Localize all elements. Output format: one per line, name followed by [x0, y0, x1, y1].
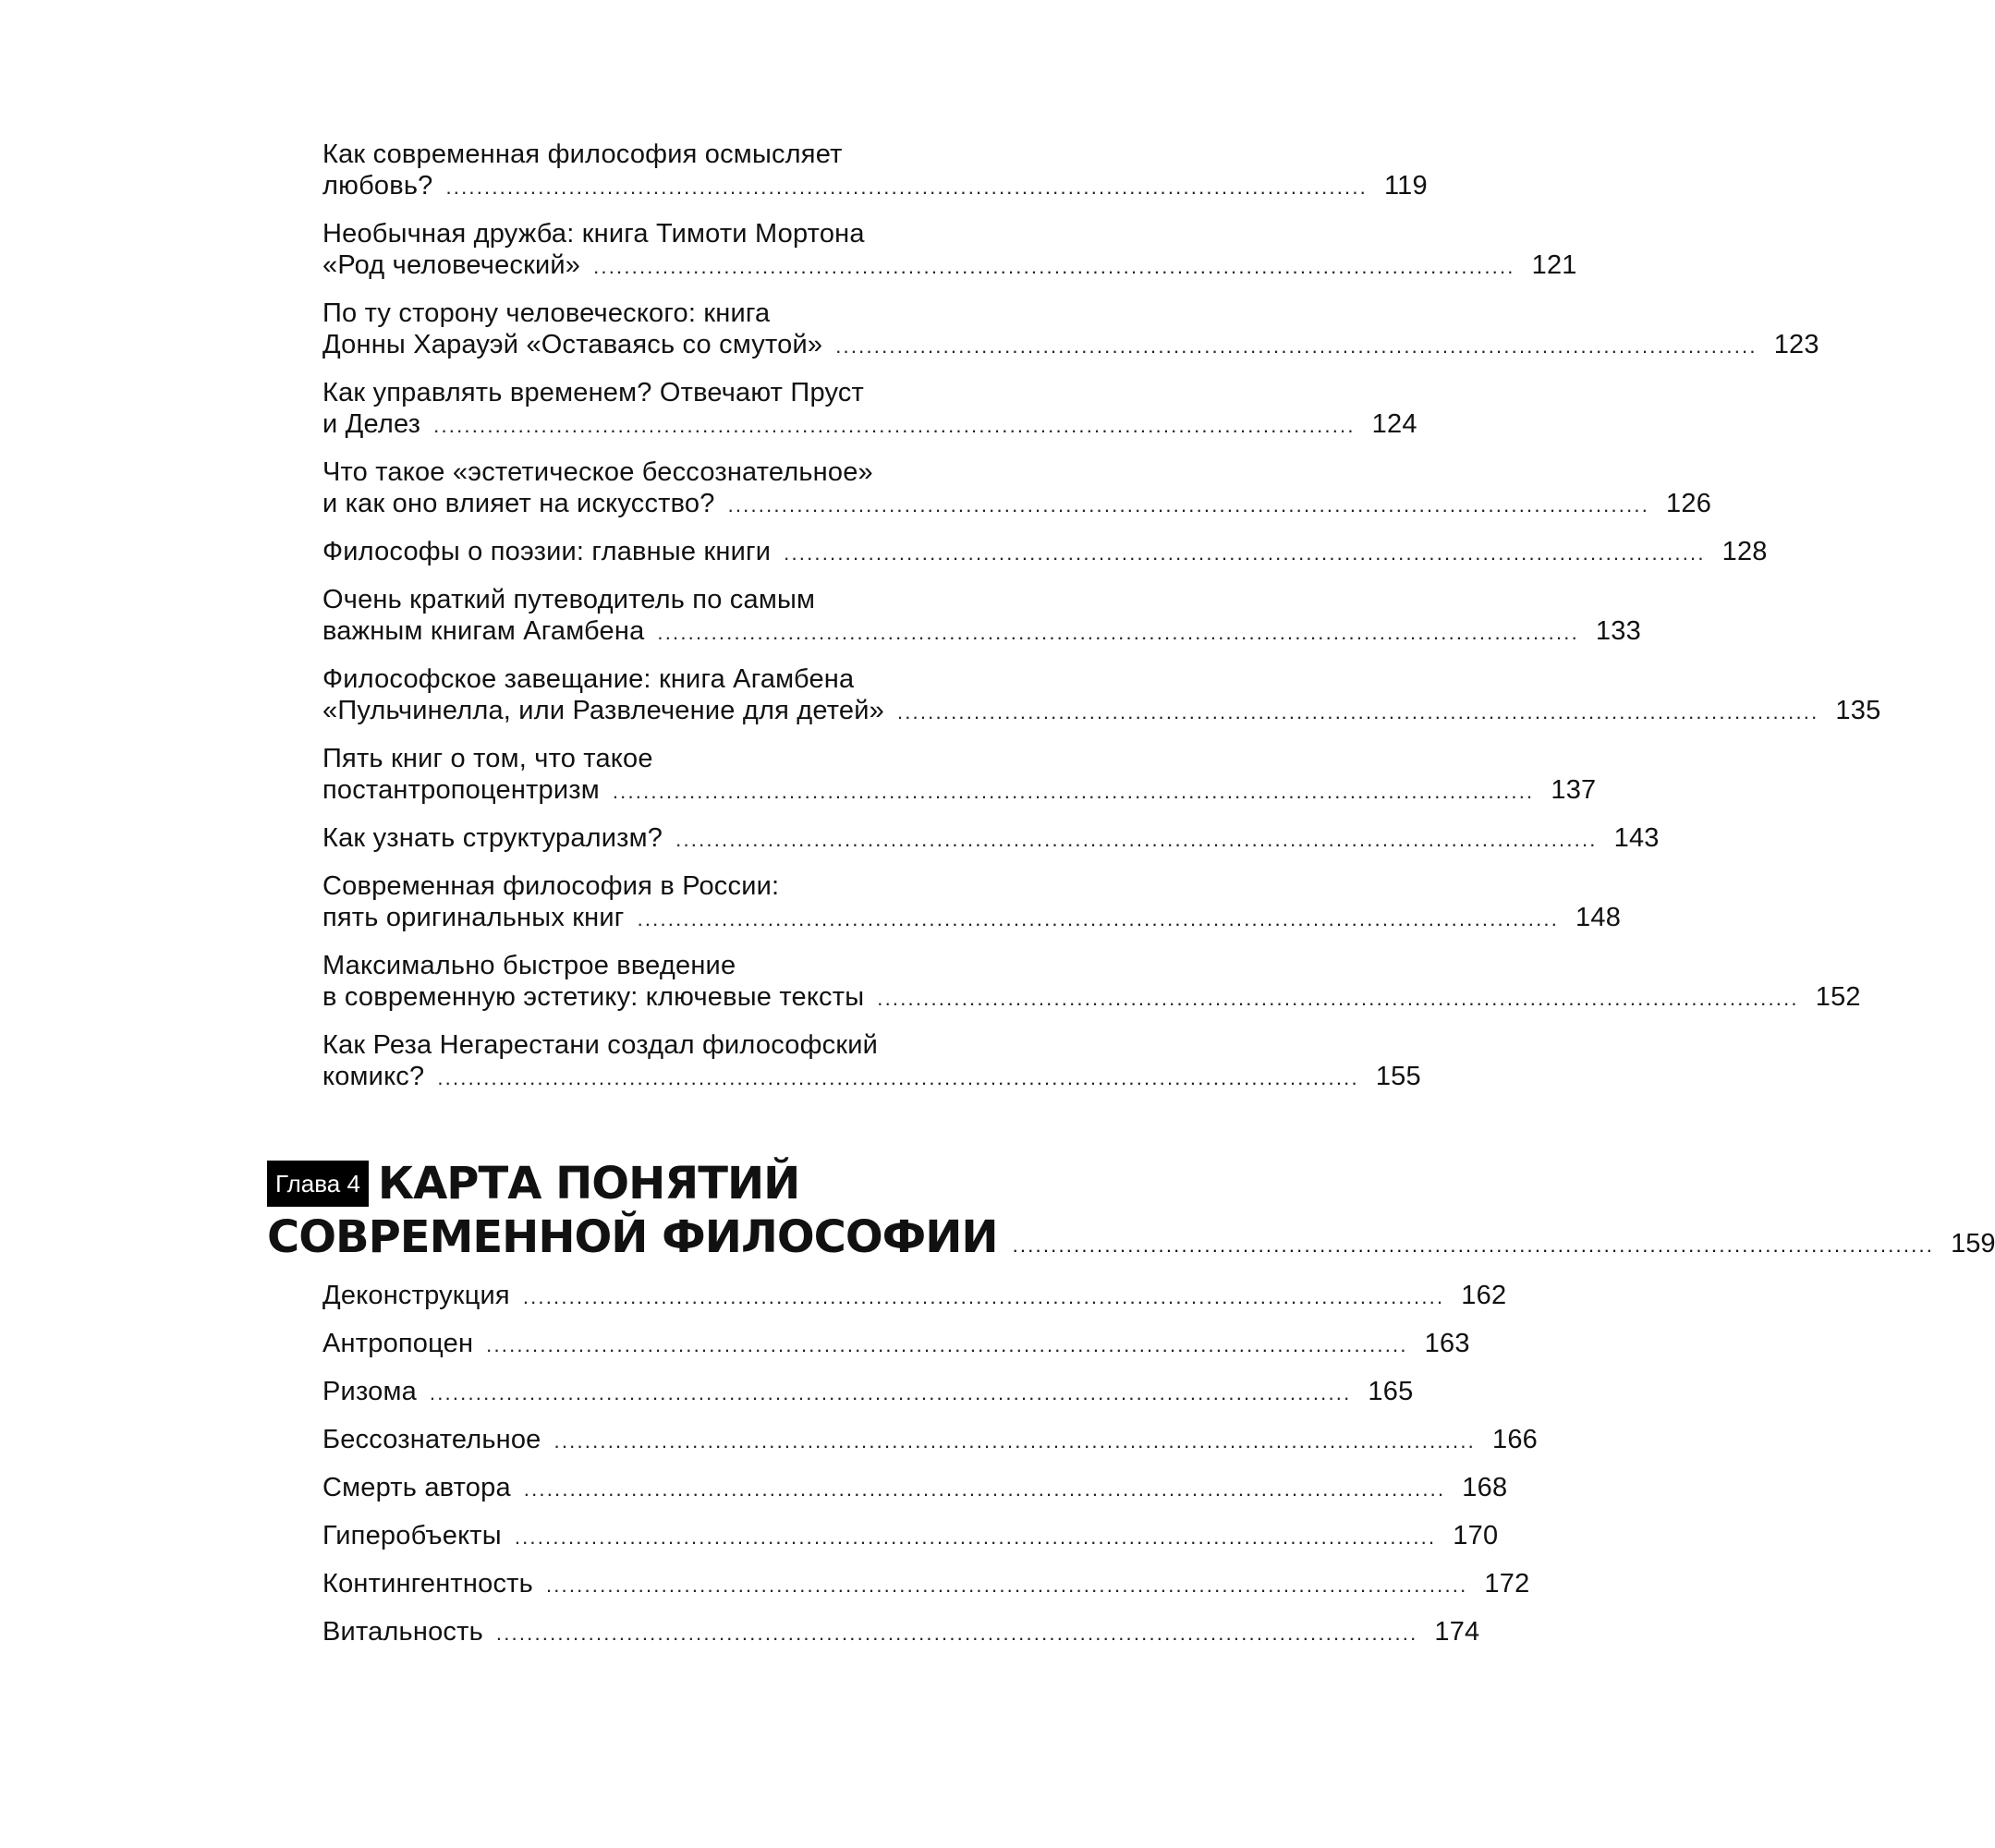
dot-leader: ........................................................................................................................: [657, 621, 1579, 644]
dot-leader: ........................................................................................................................: [727, 493, 1650, 517]
toc-entry[interactable]: [322, 1029, 1421, 1094]
toc-entry-last-line: [322, 902, 1622, 935]
toc-entry[interactable]: [322, 536, 1768, 569]
toc-entry-last-line: [322, 1328, 1470, 1361]
toc-entry-last-line: [322, 774, 1597, 808]
toc-page-number[interactable]: 166: [1492, 1425, 1538, 1454]
toc-entry-title-line: Как Реза Негарестани создал философский: [322, 1030, 879, 1060]
toc-page-number[interactable]: 170: [1453, 1521, 1499, 1550]
toc-page-number[interactable]: 143: [1613, 823, 1660, 853]
dot-leader: ........................................................................................................................: [553, 1429, 1476, 1453]
toc-entry-title-line: Как узнать структурализм?: [322, 823, 663, 853]
dot-leader: ........................................................................................................................: [896, 700, 1819, 723]
toc-entry[interactable]: [322, 663, 1881, 728]
dot-leader: ........................................................................................................................: [612, 780, 1535, 803]
toc-entry-title-line: Как современная философия осмысляет: [322, 140, 843, 169]
chapter-heading-row1: [267, 1157, 1125, 1210]
toc-entry-title-line: комикс?: [322, 1062, 425, 1091]
chapter-badge: Глава 4: [267, 1161, 369, 1207]
toc-entry[interactable]: [322, 1472, 1508, 1505]
toc-entry[interactable]: [322, 377, 1417, 442]
toc-entry-title-line: «Род человеческий»: [322, 250, 581, 280]
toc-entry-title-line: важным книгам Агамбена: [322, 616, 645, 646]
dot-leader: ........................................................................................................................: [675, 828, 1598, 851]
toc-entry-title-line: Бессознательное: [322, 1425, 541, 1454]
toc-page-number[interactable]: 123: [1773, 330, 1819, 359]
dot-leader: ........................................................................................................................: [429, 1381, 1352, 1404]
dot-leader: ........................................................................................................................: [522, 1285, 1445, 1308]
chapter-heading: [267, 1157, 1995, 1264]
toc-entry-last-line: [322, 249, 1577, 283]
toc-entry[interactable]: [322, 1328, 1470, 1361]
toc-entry-title-line: Философы о поэзии: главные книги: [322, 537, 772, 566]
toc-page-number[interactable]: 162: [1461, 1281, 1507, 1310]
dot-leader: ........................................................................................................................: [1012, 1234, 1935, 1257]
toc-entry-title-line: Витальность: [322, 1617, 483, 1647]
toc-entry[interactable]: [322, 1568, 1530, 1601]
toc-entry-title-line: Антропоцен: [322, 1329, 474, 1358]
dot-leader: ........................................................................................................................: [445, 176, 1368, 199]
dot-leader: ........................................................................................................................: [835, 334, 1758, 358]
toc-page-number[interactable]: 174: [1434, 1617, 1480, 1647]
toc-entry[interactable]: [322, 1616, 1480, 1649]
toc-entry-title-line: Необычная дружба: книга Тимоти Мортона: [322, 219, 865, 249]
toc-entry[interactable]: [322, 950, 1861, 1015]
toc-entry[interactable]: [322, 584, 1641, 649]
chapter-heading-row2: [267, 1210, 1995, 1264]
toc-entry-last-line: [322, 488, 1712, 521]
toc-entry[interactable]: [322, 298, 1819, 362]
toc-page-number[interactable]: 121: [1531, 250, 1577, 280]
dot-leader: ........................................................................................................................: [523, 1477, 1446, 1501]
toc-entry-title-line: Максимально быстрое введение: [322, 951, 736, 980]
toc-entry-last-line: [322, 1280, 1507, 1313]
dot-leader: ........................................................................................................................: [433, 414, 1356, 437]
dot-leader: ........................................................................................................................: [637, 907, 1560, 930]
toc-entry-last-line: [322, 1568, 1530, 1601]
dot-leader: ........................................................................................................................: [784, 541, 1706, 565]
dot-leader: ........................................................................................................................: [437, 1066, 1359, 1089]
toc-entry-title-line: любовь?: [322, 171, 433, 201]
toc-entry-title-line: в современную эстетику: ключевые тексты: [322, 982, 865, 1012]
toc-entry[interactable]: [322, 1376, 1414, 1409]
toc-entry[interactable]: [322, 743, 1597, 808]
toc-entry-title-line: Пять книг о том, что такое: [322, 744, 653, 773]
toc-entry-last-line: [322, 1424, 1538, 1457]
toc-entry-last-line: [322, 536, 1768, 569]
toc-entry-last-line: [322, 615, 1641, 649]
toc-entry[interactable]: [322, 218, 1577, 283]
toc-section-chapter3: [322, 139, 1881, 1109]
toc-entry[interactable]: [322, 1424, 1538, 1457]
toc-page-number[interactable]: 168: [1462, 1473, 1508, 1502]
toc-page-number[interactable]: 126: [1666, 489, 1712, 518]
toc-page-number[interactable]: 163: [1424, 1329, 1470, 1358]
toc-entry-title-line: Как управлять временем? Отвечают Пруст: [322, 378, 865, 407]
toc-entry-title-line: Гиперобъекты: [322, 1521, 502, 1550]
toc-entry-title-line: Контингентность: [322, 1569, 533, 1599]
toc-entry-last-line: [322, 170, 1428, 203]
toc-page-number[interactable]: 137: [1551, 775, 1597, 805]
toc-page-number[interactable]: 172: [1484, 1569, 1530, 1599]
toc-entry[interactable]: [322, 1280, 1507, 1313]
toc-entry-title-line: Современная философия в России:: [322, 871, 780, 901]
toc-entry-title-line: По ту сторону человеческого: книга: [322, 298, 771, 328]
toc-entry-title-line: Очень краткий путеводитель по самым: [322, 585, 816, 614]
toc-entry-title-line: «Пульчинелла, или Развлечение для детей»: [322, 696, 884, 725]
toc-entry-last-line: [322, 408, 1417, 442]
toc-entry-title-line: Смерть автора: [322, 1473, 511, 1502]
toc-entry-last-line: [322, 822, 1660, 856]
toc-entry[interactable]: [322, 870, 1622, 935]
toc-page-number[interactable]: 152: [1815, 982, 1861, 1012]
toc-entry[interactable]: [322, 456, 1712, 521]
toc-page-number[interactable]: 133: [1595, 616, 1641, 646]
toc-page-number[interactable]: 135: [1835, 696, 1881, 725]
toc-entry-last-line: [322, 695, 1881, 728]
toc-entry[interactable]: [322, 822, 1660, 856]
toc-entry[interactable]: [322, 139, 1428, 203]
toc-entry-title-line: Философское завещание: книга Агамбена: [322, 664, 855, 694]
dot-leader: ........................................................................................................................: [877, 987, 1799, 1010]
toc-entry-last-line: [322, 1520, 1499, 1553]
toc-entry-title-line: пять оригинальных книг: [322, 903, 625, 932]
toc-entry-last-line: [322, 1472, 1508, 1505]
chapter-page-number[interactable]: 159: [1951, 1229, 1995, 1258]
toc-entry-title-line: Что такое «эстетическое бессознательное»: [322, 457, 873, 487]
toc-entry-last-line: [322, 1376, 1414, 1409]
toc-entry-title-line: Деконструкция: [322, 1281, 510, 1310]
dot-leader: ........................................................................................................................: [514, 1526, 1437, 1549]
toc-entry-last-line: [322, 981, 1861, 1015]
toc-page-number[interactable]: 124: [1371, 409, 1417, 439]
dot-leader: ........................................................................................................................: [593, 255, 1515, 278]
toc-page-number[interactable]: 165: [1368, 1377, 1414, 1406]
toc-entry-title-line: и как оно влияет на искусство?: [322, 489, 715, 518]
toc-page-number[interactable]: 155: [1375, 1062, 1421, 1091]
dot-leader: ........................................................................................................................: [486, 1333, 1408, 1356]
toc-page-number[interactable]: 128: [1721, 537, 1768, 566]
toc-entry[interactable]: [322, 1520, 1499, 1553]
toc-entry-title-line: Донны Харауэй «Оставаясь со смутой»: [322, 330, 823, 359]
toc-section-chapter4: [322, 1280, 1538, 1664]
chapter-title-line1[interactable]: КАРТА ПОНЯТИЙ: [377, 1158, 800, 1210]
toc-entry-last-line: [322, 1616, 1480, 1649]
toc-entry-title-line: постантропоцентризм: [322, 775, 600, 805]
toc-page-number[interactable]: 148: [1575, 903, 1622, 932]
toc-entry-title-line: и Делез: [322, 409, 421, 439]
toc-entry-title-line: Ризома: [322, 1377, 417, 1406]
dot-leader: ........................................................................................................................: [495, 1622, 1418, 1645]
toc-entry-last-line: [322, 329, 1819, 362]
dot-leader: ........................................................................................................................: [545, 1574, 1468, 1597]
chapter-title-line2[interactable]: СОВРЕМЕННОЙ ФИЛОСОФИИ: [267, 1211, 998, 1263]
toc-entry-last-line: [322, 1061, 1421, 1094]
toc-page-number[interactable]: 119: [1383, 171, 1428, 201]
